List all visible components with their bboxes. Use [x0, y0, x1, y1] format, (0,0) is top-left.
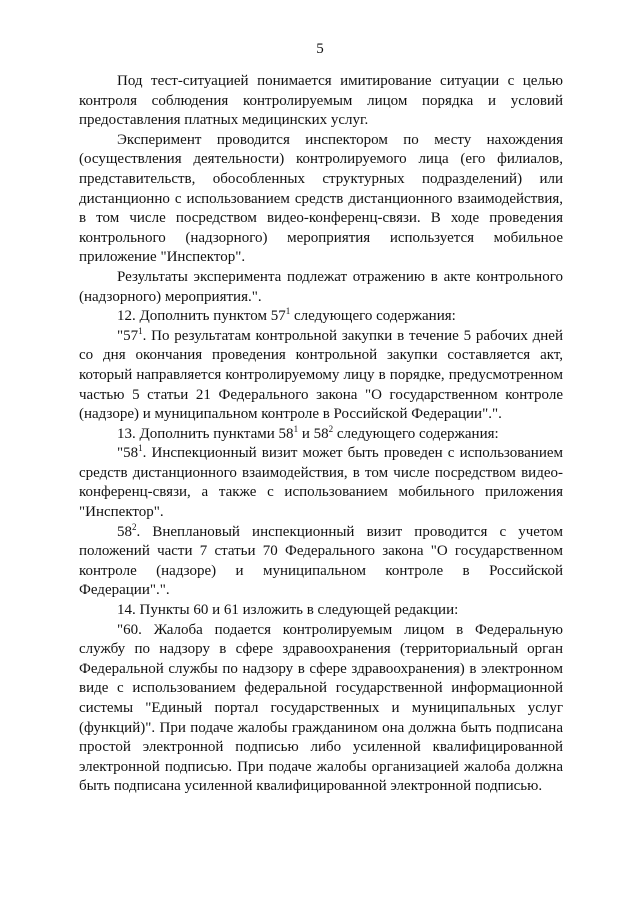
paragraph-text: следующего содержания: — [290, 308, 456, 325]
paragraph — [79, 131, 563, 268]
superscript: 1 — [138, 325, 143, 336]
superscript: 1 — [138, 443, 143, 454]
paragraph — [79, 444, 563, 522]
superscript: 1 — [293, 423, 299, 434]
paragraph-text: 12. Дополнить пунктом 57 — [117, 308, 286, 325]
paragraph — [79, 621, 563, 797]
paragraph — [79, 601, 563, 621]
paragraph-text: Под тест-ситуацией понимается имитирование ситуации с целью контроля соблюдения контролируемым лицом порядка и условий предоставления платных медицинских услуг. — [79, 73, 563, 129]
paragraph — [79, 327, 563, 425]
paragraph-text: . Внеплановый инспекционный визит проводится с учетом положений части 7 статьи 70 Федерального закона "О государственном контроле (надзоре) и муниципальном контроле в Российской Федерации".". — [79, 523, 563, 599]
paragraph-text: 58 — [117, 523, 132, 540]
paragraph-text: Результаты эксперимента подлежат отражению в акте контрольного (надзорного) мероприятия.". — [79, 268, 563, 305]
paragraph — [79, 425, 563, 445]
paragraph-text: "58 — [117, 445, 139, 462]
paragraph — [79, 523, 563, 601]
paragraph-text: 14. Пункты 60 и 61 изложить в следующей редакции: — [117, 602, 459, 619]
paragraph — [79, 72, 563, 131]
paragraph-text: следующего содержания: — [333, 425, 499, 442]
paragraph-text: Эксперимент проводится инспектором по месту нахождения (осуществления деятельности) контролируемого лица (его филиалов, представительств, обособленных структурных подразделений) или дистанционно с использованием средств дистанционного взаимодействия, в том числе посредством видео-конференц-связи. В ходе проведения контрольного (надзорного) мероприятия используется мобильное приложение "Инспектор". — [79, 131, 563, 266]
superscript: 1 — [285, 306, 291, 317]
paragraph-text: "60. Жалоба подается контролируемым лицом в Федеральную службу по надзору в сфере здравоохранения (территориальный орган Федеральной службы по надзору в сфере здравоохранения) в электронном виде с использованием федеральной государственной информационной системы "Единый портал государственных и муниципальных услуг (функций)". При подаче жалобы гражданином она должна быть подписана простой электронной подписью либо усиленной квалифицированной электронной подписью. При подаче жалобы организацией жалоба должна быть подписана усиленной квалифицированной электронной подписью. — [79, 621, 563, 795]
paragraph — [79, 268, 563, 307]
paragraph-text: 13. Дополнить пунктами 58 — [117, 425, 294, 442]
paragraph-text: "57 — [117, 327, 139, 344]
paragraph-text: . Инспекционный визит может быть проведен с использованием средств дистанционного взаимодействия, в том числе посредством видео-конференц-связи, а также с использованием мобильного приложения "Инспектор". — [79, 445, 563, 521]
paragraph — [79, 307, 563, 327]
paragraph-text: . По результатам контрольной закупки в течение 5 рабочих дней со дня окончания проведения контрольной закупки составляется акт, который направляется контролируемому лицу в порядке, предусмотренном частью 5 статьи 21 Федерального закона "О государственном контроле (надзоре) и муниципальном контроле в Российской Федерации".". — [79, 327, 563, 423]
paragraph-text: и 58 — [298, 425, 329, 442]
page-number: 5 — [316, 41, 324, 57]
document-body — [79, 72, 563, 797]
superscript: 2 — [132, 521, 137, 532]
superscript: 2 — [328, 423, 334, 434]
